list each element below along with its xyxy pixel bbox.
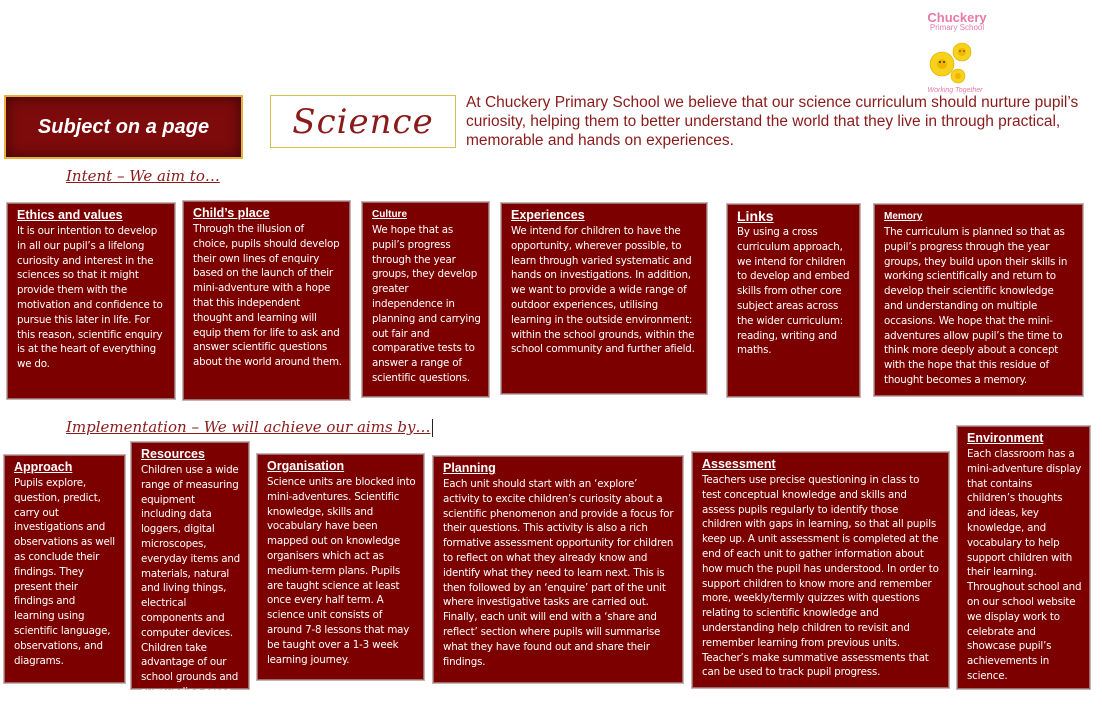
card-organisation (257, 454, 424, 680)
card-title: Assessment (702, 457, 776, 471)
card-planning (433, 456, 683, 683)
subject-title: Science (270, 95, 456, 148)
card-body: Pupils explore, question, predict, carry out investigations and observations as well as conclude their findings. They present their findings and learning using scientific language, observations, and diagrams. (14, 477, 115, 667)
card-title: Culture (372, 209, 407, 220)
card-title: Organisation (267, 459, 345, 473)
card-title: Ethics and values (17, 208, 123, 222)
card-body: Children use a wide range of measuring equipment including data loggers, digital microscopes, everyday items and materials, natural and living things, electrical components and computer devices. Children take advantage of our school grounds and surrounding areas. (141, 464, 240, 698)
card-title: Memory (884, 211, 923, 222)
implementation-heading: Implementation – We will achieve our aims by… (66, 418, 433, 437)
card-title: Links (737, 208, 774, 224)
logo-tagline: Working Together (927, 87, 983, 94)
card-body: By using a cross curriculum approach, we intend for children to develop and embed skills from other core subject areas across the wider curriculum: reading, writing and maths. (737, 226, 850, 357)
card-title: Approach (14, 460, 73, 474)
card-body: Each unit should start with an ‘explore’ activity to excite children’s curiosity about a scientific phenomenon and provide a focus for their questions. This activity is also a rich formative assessment opportunity for children to reflect on what they already know and identify what they need to learn next. This is then followed by an ‘enquire’ part of the unit where investigative tasks are carried out. Finally, each unit will end with a ‘share and reflect’ section where pupils will summarise what they have found out and share their findings. (443, 478, 674, 668)
card-assessment (692, 452, 949, 688)
card-links (727, 204, 860, 397)
card-title: Child’s place (193, 206, 270, 220)
intro-paragraph: At Chuckery Primary School we believe that our science curriculum should nurture pupil’s curiosity, helping them to better understand the world that they live in through practical, memorable and hands on experiences. (466, 94, 1079, 149)
card-approach (4, 455, 125, 683)
card-body: The curriculum is planned so that as pupil’s progress through the year groups, they build upon their skills in working scientifically and return to develop their scientific knowledge and understanding on multiple occasions. We hope that the mini-adventures allow pupil’s the time to think more deeply about a concept with the hope that this residue of thought becomes a memory. (884, 226, 1068, 386)
card-childs-place (183, 201, 350, 400)
card-body: Through the illusion of choice, pupils should develop their own lines of enquiry based on the launch of their mini-adventure with a hope that this independent thought and learning will equip them for life to ask and answer scientific questions about the world around them. (193, 223, 342, 369)
logo-subtitle: Primary School (929, 23, 985, 32)
card-environment (957, 426, 1090, 689)
card-body: Each classroom has a mini-adventure display that contains children’s thoughts and ideas, key knowledge, and vocabulary to help support children with their learning. Throughout school and on our school website we display work to celebrate and showcase pupil’s achievements in science. (967, 448, 1082, 682)
card-title: Resources (141, 447, 205, 461)
card-title: Experiences (511, 208, 585, 222)
card-ethics-and-values (7, 203, 175, 399)
card-body: Science units are blocked into mini-adventures. Scientific knowledge, skills and vocabulary have been mapped out on knowledge organisers which act as medium-term plans. Pupils are taught science at least once every half term. A science unit consists of around 7-8 lessons that may be taught over a 1-3 week learning journey. (267, 476, 416, 666)
subject-banner: Subject on a page (4, 95, 243, 159)
card-body: We intend for children to have the opportunity, wherever possible, to learn through varied systematic and hands on investigations. In addition, we want to provide a wide range of outdoor experiences, utilising learning in the outside environment: within the school grounds, within the school community and further afield. (511, 225, 695, 356)
card-body: We hope that as pupil’s progress through the year groups, they develop greater independence in planning and carrying out fair and comparative tests to answer a range of scientific questions. (372, 224, 481, 384)
card-culture (362, 202, 489, 397)
card-body: Teachers use precise questioning in class to test conceptual knowledge and skills and assess pupils regularly to identify those children with gaps in learning, so that all pupils keep up. A unit assessment is completed at the end of each unit to gather information about how much the pupil has understood. In order to support children to know more and remember more, weekly/termly quizzes with questions relating to scientific knowledge and understanding help children to revisit and remember learning from previous units. Teacher’s make summative assessments that can be used to track pupil progress. (702, 474, 939, 679)
card-resources (131, 442, 249, 698)
card-experiences (501, 203, 707, 394)
card-title: Planning (443, 461, 496, 475)
card-body: It is our intention to develop in all our pupil’s a lifelong curiosity and interest in the sciences so that it might provide them with the motivation and confidence to pursue this later in life. For this reason, scientific enquiry is at the heart of everything we do. (17, 225, 163, 371)
intent-heading: Intent – We aim to… (66, 167, 220, 185)
card-memory (874, 204, 1083, 396)
logo-name: Chuckery (927, 10, 987, 25)
logo-sunflower-icon (920, 34, 990, 88)
card-title: Environment (967, 431, 1044, 445)
